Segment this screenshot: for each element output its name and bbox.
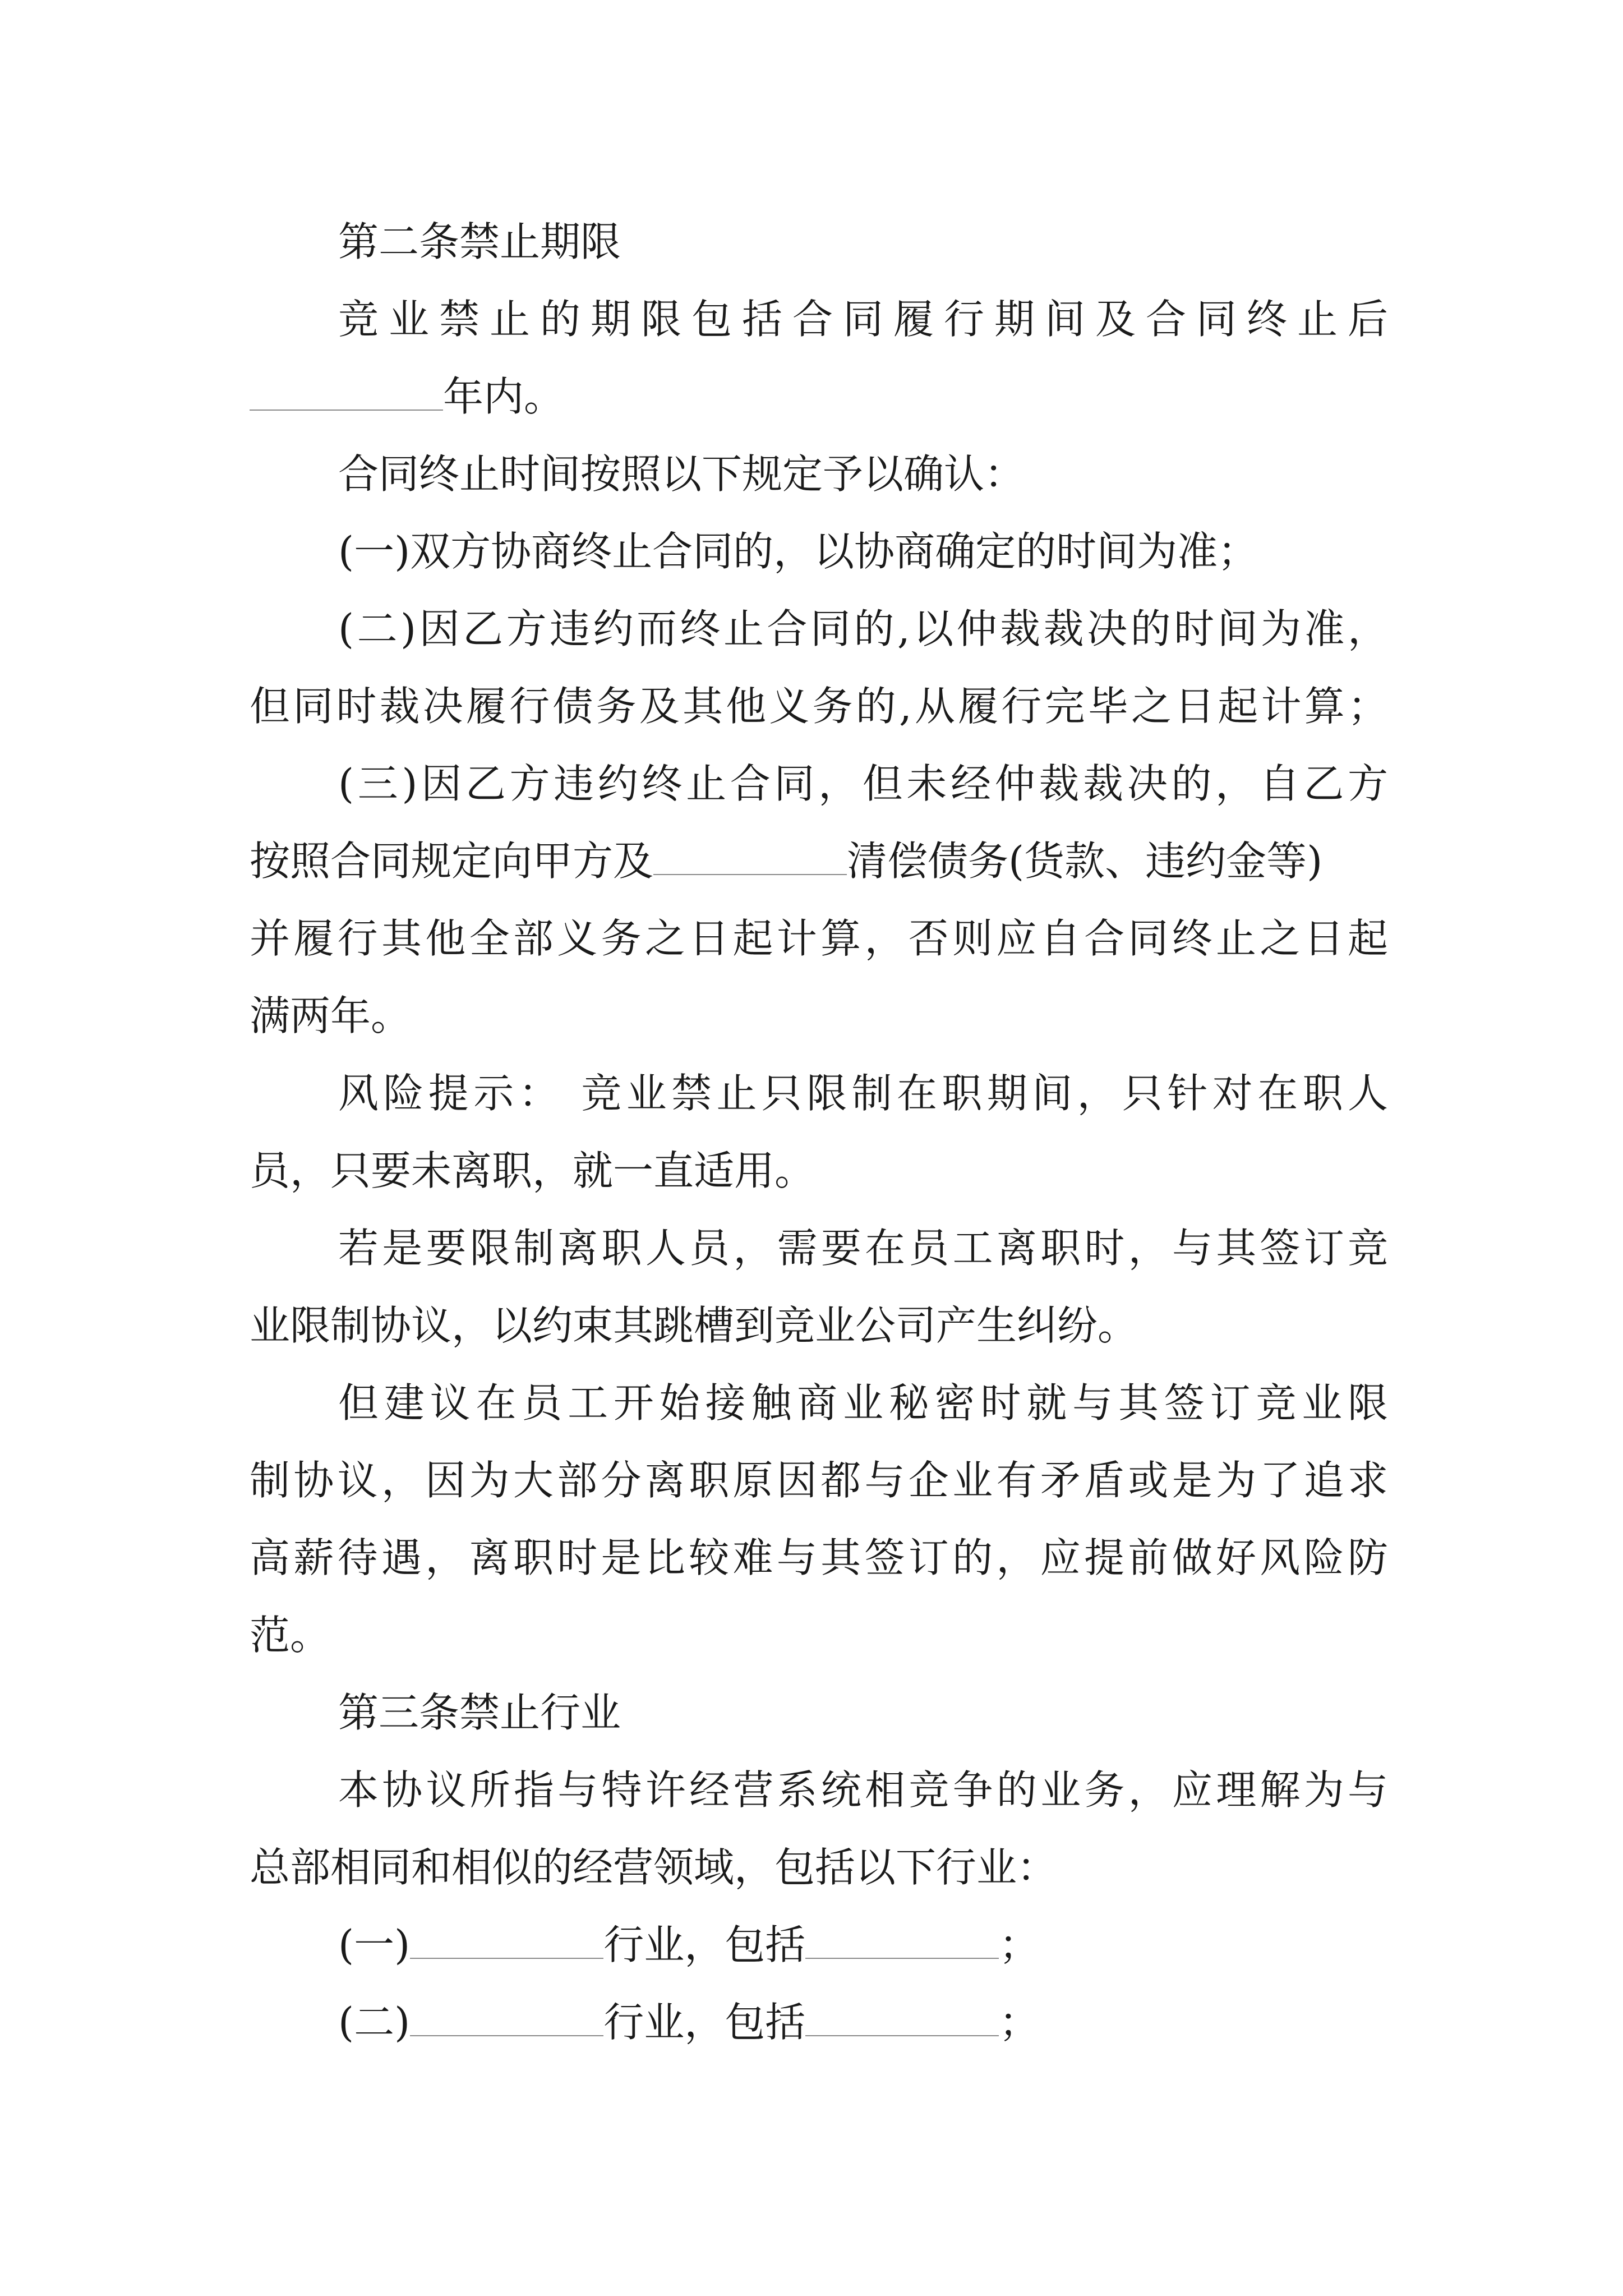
- paragraph-text: 行业，包括: [603, 1999, 806, 2046]
- list-item: [250, 1906, 1388, 1984]
- fill-blank: [410, 2006, 603, 2036]
- list-item: (三)因乙方违约终止合同，但未经仲裁裁决的，自乙方: [338, 760, 1388, 807]
- article-3-heading: 第三条禁止行业: [338, 1689, 621, 1736]
- article-2-heading: 第二条禁止期限: [338, 218, 621, 265]
- paragraph-line: 制协议，因为大部分离职原因都与企业有矛盾或是为了追求: [250, 1457, 1388, 1504]
- paragraph-line: [250, 358, 1388, 435]
- paragraph-text: 按照合同规定向甲方及: [250, 838, 654, 885]
- paragraph-text: 清偿债务(货款、违约金等): [847, 838, 1323, 885]
- paragraph-line: 本协议所指与特许经营系统相竞争的业务，应理解为与: [338, 1766, 1388, 1814]
- paragraph-line: 合同终止时间按照以下规定予以确认：: [338, 450, 1025, 498]
- paragraph-line: 员，只要未离职，就一直适用。: [250, 1147, 815, 1194]
- paragraph-line: 但同时裁决履行债务及其他义务的,从履行完毕之日起计算；: [250, 683, 1388, 730]
- list-item: (二)因乙方违约而终止合同的,以仲裁裁决的时间为准，: [338, 605, 1388, 652]
- fill-blank: [653, 845, 847, 875]
- list-marker: (一): [338, 1921, 411, 1968]
- paragraph-text: 行业，包括: [603, 1921, 806, 1968]
- paragraph-line: 高薪待遇，离职时是比较难与其签订的，应提前做好风险防: [250, 1534, 1388, 1581]
- paragraph-text: 年内。: [443, 373, 565, 420]
- list-item: [250, 1984, 1388, 2061]
- fill-blank: [410, 1929, 603, 1959]
- fill-blank: [805, 2006, 999, 2036]
- paragraph-text: ；: [999, 1999, 1040, 2046]
- document-page: [250, 203, 1388, 2061]
- paragraph-line: 满两年。: [250, 992, 412, 1039]
- list-item: (一)双方协商终止合同的，以协商确定的时间为准；: [338, 528, 1258, 575]
- paragraph-line: 若是要限制离职人员，需要在员工离职时，与其签订竞: [338, 1225, 1388, 1272]
- paragraph-line: 范。: [250, 1612, 331, 1659]
- paragraph-line: 业限制协议，以约束其跳槽到竞业公司产生纠纷。: [250, 1302, 1138, 1349]
- paragraph-line: 但建议在员工开始接触商业秘密时就与其签订竞业限: [338, 1379, 1388, 1427]
- risk-note-line: 风险提示： 竞业禁止只限制在职期间，只针对在职人: [338, 1070, 1388, 1117]
- fill-blank: [250, 380, 443, 411]
- paragraph-line: 竞业禁止的期限包括合同履行期间及合同终止后: [338, 296, 1388, 343]
- paragraph-line: [250, 822, 1388, 900]
- paragraph-line: 并履行其他全部义务之日起计算，否则应自合同终止之日起: [250, 915, 1388, 962]
- fill-blank: [805, 1929, 999, 1959]
- list-marker: (二): [338, 1999, 411, 2046]
- paragraph-line: 总部相同和相似的经营领域，包括以下行业：: [250, 1844, 1058, 1891]
- paragraph-text: ；: [999, 1921, 1040, 1968]
